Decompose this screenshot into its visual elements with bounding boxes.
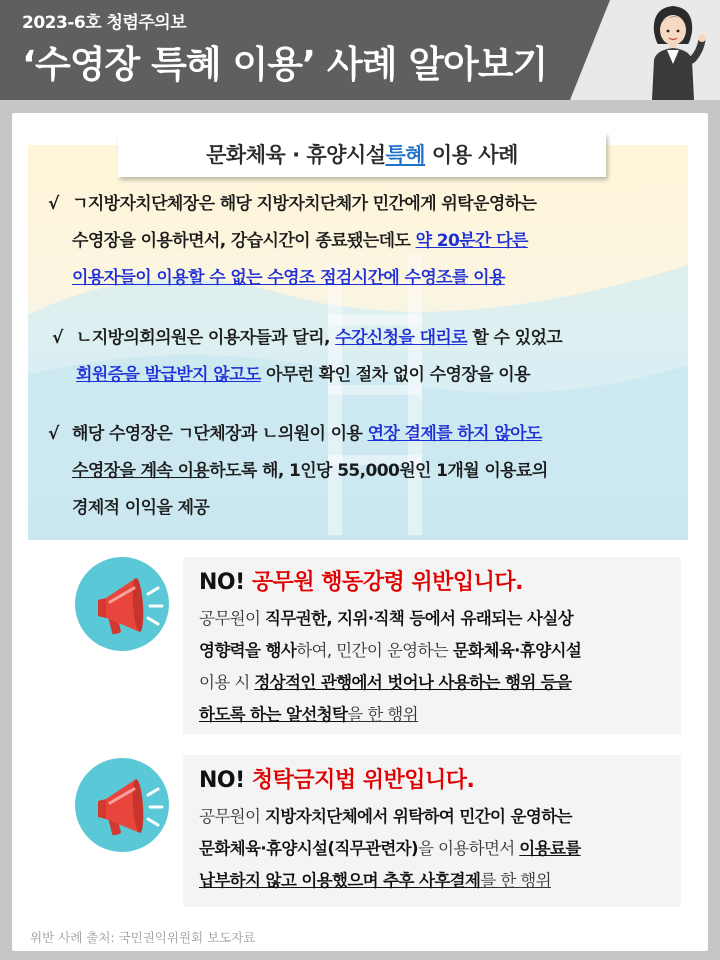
warning-line: [199, 635, 674, 667]
text-span-bold: 문화체육·휴양시설: [452, 641, 582, 660]
text-span-bold: 문화체육·휴양시설(직무관련자): [199, 839, 418, 858]
text-span: 하여, 민간이 운영하는: [296, 641, 453, 660]
issue-label: 2023-6호 청렴주의보: [22, 13, 187, 33]
case-line: [72, 223, 673, 260]
warning-violation: 청탁금지법 위반입니다.: [251, 768, 475, 793]
warning-box: [183, 755, 681, 907]
check-mark-icon: √: [52, 328, 63, 348]
case-line: [76, 357, 677, 394]
case-item: [52, 320, 677, 394]
warning-line: [199, 667, 674, 699]
case-text: ㄴ지방의회의원은 이용자들과 달리,: [76, 328, 336, 348]
mascot-figure: [638, 0, 708, 100]
text-span: 공무원이: [199, 609, 266, 628]
text-span-underline: 을 한 행위: [347, 705, 418, 724]
check-mark-icon: √: [48, 194, 59, 214]
text-span: 공무원이: [199, 807, 266, 826]
text-span-bold: 지방자치단체에서 위탁하여 민간이 운영하는: [265, 807, 572, 826]
case-highlight: 이용자들이 이용할 수 없는 수영조 점검시간에 수영조를 이용: [72, 268, 505, 288]
case-line: 경제적 이익을 제공: [72, 498, 210, 518]
warning-no: NO!: [199, 570, 245, 595]
warning-line: [199, 865, 674, 897]
case-line: [76, 320, 677, 357]
warning-line: [199, 699, 674, 731]
text-span-underline: 를 한 행위: [480, 871, 551, 890]
warning-title: [199, 763, 474, 794]
case-text: 아무런 확인 절차 없이 수영장을 이용: [260, 365, 530, 385]
case-text: 해당 수영장은 ㄱ단체장과 ㄴ의원이 이용: [72, 424, 368, 444]
warning-line: [199, 833, 674, 865]
text-span-bold-underline: 이용료를: [519, 839, 581, 858]
check-mark-icon: √: [48, 424, 59, 444]
case-item: [48, 186, 673, 297]
text-span-bold: 영향력을 행사: [199, 641, 297, 660]
warning-no: NO!: [199, 768, 245, 793]
text-span-bold-underline: 하도록 하는 알선청탁: [199, 705, 348, 724]
case-highlight: 연장 결제를 하지 않아도: [367, 424, 542, 444]
warning-box: [183, 557, 681, 734]
megaphone-icon: [74, 757, 170, 853]
section-title-suffix: 이용 사례: [431, 143, 518, 167]
case-text: 수영장을 이용하면서, 강습시간이 종료됐는데도: [72, 231, 416, 251]
section-title-prefix: 문화체육 · 휴양시설: [206, 143, 386, 167]
text-span-bold-underline: 납부하지 않고 이용했으며 추후 사후결제: [199, 871, 481, 890]
case-text: 하도록 해, 1인당 55,000원인 1개월 이용료의: [209, 461, 548, 481]
case-text: 할 수 있었고: [467, 328, 563, 348]
case-highlight: 약 20분간 다른: [415, 231, 528, 251]
megaphone-icon: [74, 556, 170, 652]
warning-violation: 공무원 행동강령 위반입니다.: [251, 570, 524, 595]
warning-title: [199, 565, 523, 596]
source-note: 위반 사례 출처: 국민권익위원회 보도자료: [30, 930, 256, 945]
case-item: [48, 416, 673, 527]
warning-text: [199, 603, 674, 731]
case-highlight: 회원증을 발급받지 않고도: [76, 365, 261, 385]
case-underline: 수영장을 계속 이용: [72, 461, 210, 481]
section-title: [118, 133, 606, 177]
case-highlight: 수강신청을 대리로: [335, 328, 468, 348]
page-title: ‘수영장 특혜 이용’ 사례 알아보기: [22, 43, 548, 86]
warning-text: [199, 801, 674, 897]
case-line: ㄱ지방자치단체장은 해당 지방자치단체가 민간에게 위탁운영하는: [72, 194, 537, 214]
section-title-highlight: 특혜: [385, 143, 426, 167]
text-span-bold: 직무권한, 지위·직책 등에서 유래되는 사실상: [265, 609, 574, 628]
text-span: 이용 시: [199, 673, 255, 692]
case-line: [72, 416, 673, 453]
warning-line: [199, 603, 674, 635]
case-line: [72, 260, 673, 297]
text-span: 을 이용하면서: [417, 839, 520, 858]
text-span-bold-underline: 정상적인 관행에서 벗어나 사용하는 행위 등을: [254, 673, 572, 692]
header-banner: [0, 0, 720, 100]
case-line: [72, 453, 673, 490]
warning-line: [199, 801, 674, 833]
